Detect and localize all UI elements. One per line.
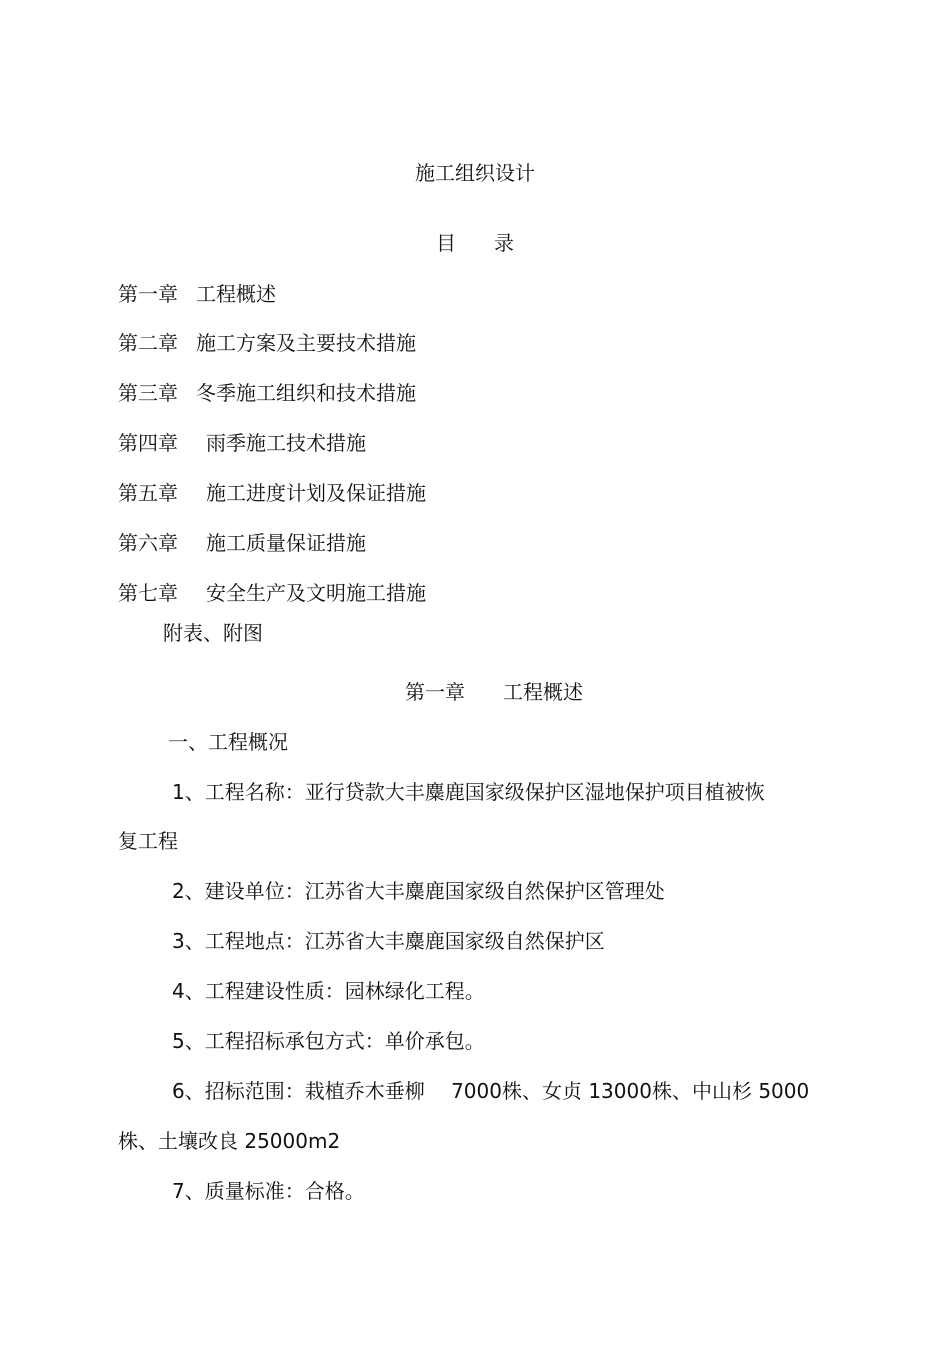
toc-item-title: 安全生产及文明施工措施: [206, 581, 426, 605]
toc-item-number: 第六章: [118, 531, 178, 555]
toc-heading-left: 目: [436, 231, 456, 255]
toc-item-number: 第四章: [118, 431, 178, 455]
document-title: 施工组织设计: [415, 161, 535, 185]
paragraph-item-3: 3、工程地点：江苏省大丰麋鹿国家级自然保护区: [172, 929, 605, 953]
toc-item: [118, 431, 366, 455]
paragraph-item-7: 7、质量标准：合格。: [172, 1179, 365, 1203]
toc-item-title: 工程概述: [196, 282, 276, 306]
toc-item-title: 施工质量保证措施: [206, 531, 366, 555]
toc-item-number: 第一章: [118, 282, 178, 306]
toc-item-number: 第三章: [118, 381, 178, 405]
toc-item: [118, 531, 366, 555]
paragraph-item-6-continued: 株、土壤改良 25000m2: [118, 1129, 341, 1153]
section-heading: 一、工程概况: [168, 730, 288, 754]
chapter-number: 第一章: [405, 680, 465, 704]
toc-appendix: 附表、附图: [163, 621, 263, 645]
paragraph-item-1-continued: 复工程: [118, 829, 178, 853]
toc-item-number: 第二章: [118, 331, 178, 355]
paragraph-item-5: 5、工程招标承包方式：单价承包。: [172, 1029, 485, 1053]
toc-item-number: 第七章: [118, 581, 178, 605]
toc-item: [118, 581, 426, 605]
toc-heading: [436, 231, 514, 255]
paragraph-item-6: 6、招标范围：栽植乔木垂柳 7000株、女贞 13000株、中山杉 5000: [172, 1079, 810, 1103]
toc-item-title: 冬季施工组织和技术措施: [196, 381, 416, 405]
toc-item-title: 施工方案及主要技术措施: [196, 331, 416, 355]
toc-item: [118, 481, 426, 505]
paragraph-item-4: 4、工程建设性质：园林绿化工程。: [172, 979, 485, 1003]
toc-item-number: 第五章: [118, 481, 178, 505]
toc-item: [118, 381, 416, 405]
toc-item-title: 施工进度计划及保证措施: [206, 481, 426, 505]
paragraph-item-1: 1、工程名称：亚行贷款大丰麋鹿国家级保护区湿地保护项目植被恢: [172, 780, 765, 804]
toc-item-title: 雨季施工技术措施: [206, 431, 366, 455]
toc-item: [118, 282, 276, 306]
toc-heading-right: 录: [494, 231, 514, 255]
chapter-title: 工程概述: [503, 680, 583, 704]
paragraph-item-2: 2、建设单位：江苏省大丰麋鹿国家级自然保护区管理处: [172, 879, 665, 903]
toc-item: [118, 331, 416, 355]
chapter-heading: [405, 680, 583, 704]
